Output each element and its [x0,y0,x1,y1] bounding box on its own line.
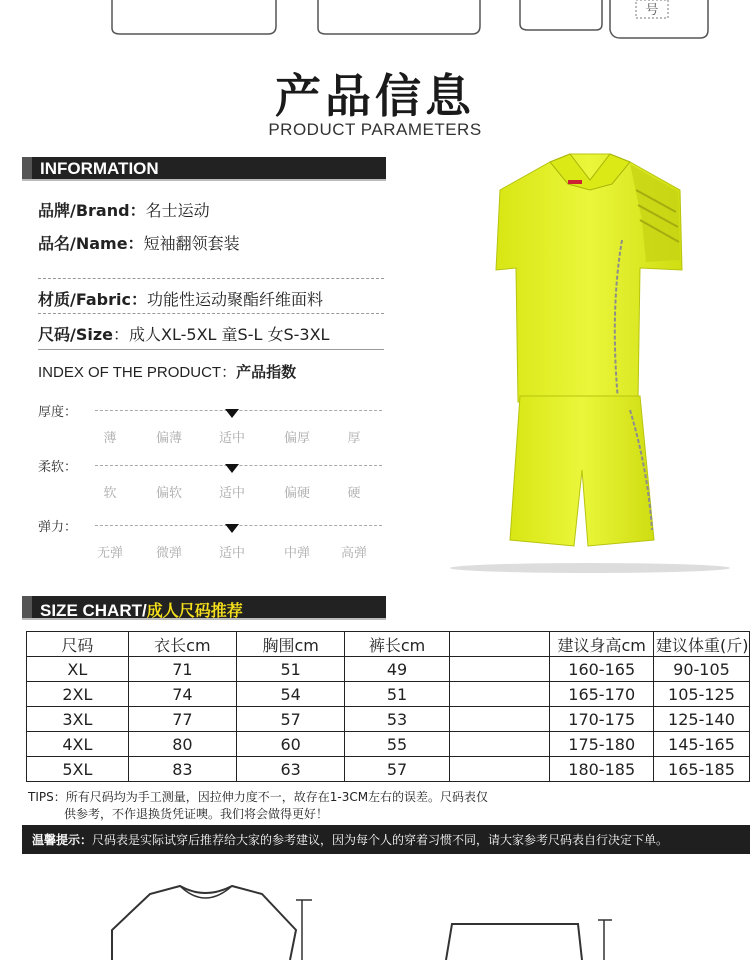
table-cell: 54 [237,682,345,707]
info-row-fabric [38,287,323,310]
table-row [27,732,750,757]
elasticity-marker [225,524,239,533]
table-row [27,757,750,782]
info-row-brand [38,198,210,221]
size-chart-table [26,631,750,782]
index-title [38,361,296,382]
table-cell: XL [27,657,129,682]
size-chart-banner-label [40,598,243,621]
softness-marker [225,464,239,473]
size-badge-glyph: 号 [645,3,659,18]
product-photo-jersey-set [440,150,740,580]
divider [38,278,384,279]
elasticity-option: 微弹 [155,546,182,561]
table-cell: 105-125 [653,682,749,707]
table-cell [449,682,550,707]
table-header: 衣长cm [128,632,236,657]
notice-label: 温馨提示： [32,833,93,847]
elasticity-option: 高弹 [340,546,367,561]
softness-option: 硬 [347,486,361,501]
elasticity-option: 中弹 [283,546,310,561]
measurement-diagrams [0,860,750,960]
table-cell: 2XL [27,682,129,707]
thickness-option: 偏薄 [155,431,182,446]
table-cell: 57 [345,757,449,782]
brand-value: 名士运动 [145,201,210,220]
size-label: 尺码/Size [38,325,114,344]
table-cell: 49 [345,657,449,682]
softness-option: 偏硬 [283,486,310,501]
tips-text [28,789,488,823]
banner-tab-decoration [22,596,32,618]
table-header: 胸围cm [237,632,345,657]
softness-label: 柔软： [38,460,78,475]
table-row [27,707,750,732]
table-cell: 63 [237,757,345,782]
notice-text [32,831,668,848]
table-cell: 51 [237,657,345,682]
table-cell: 53 [345,707,449,732]
table-cell: 57 [237,707,345,732]
name-label: 品名/Name： [38,234,144,253]
thickness-option: 厚 [347,431,361,446]
info-row-name [38,231,240,254]
index-title-cn: 产品指数 [236,363,297,381]
table-cell: 80 [128,732,236,757]
table-cell: 77 [128,707,236,732]
table-cell: 74 [128,682,236,707]
table-cell: 5XL [27,757,129,782]
information-banner [22,157,386,181]
table-cell: 180-185 [550,757,654,782]
page-subtitle: PRODUCT PARAMETERS [268,120,482,139]
divider [38,349,384,350]
name-value: 短袖翻领套装 [143,234,240,253]
table-cell [449,757,550,782]
elasticity-option: 适中 [218,546,245,561]
table-cell: 170-175 [550,707,654,732]
thickness-option: 薄 [103,431,117,446]
table-cell [449,707,550,732]
tips-line-2: 供参考，不作退换货凭证噢。我们将会做得更好！ [64,807,329,821]
page-title: 产品信息 [275,69,475,123]
size-value: ：成人XL-5XL 童S-L 女S-3XL [113,325,330,344]
table-cell [449,732,550,757]
table-cell: 51 [345,682,449,707]
softness-option: 偏软 [155,486,182,501]
elasticity-label: 弹力： [38,520,78,535]
table-cell: 145-165 [653,732,749,757]
table-header-row [27,632,750,657]
table-row [27,682,750,707]
table-header: 裤长cm [345,632,449,657]
info-row-size [38,322,329,345]
fabric-label: 材质/Fabric： [38,290,147,309]
elasticity-option: 无弹 [96,546,123,561]
softness-option: 适中 [218,486,245,501]
banner-tab-decoration [22,157,32,179]
table-cell: 90-105 [653,657,749,682]
tips-line-1: TIPS：所有尺码均为手工测量，因拉伸力度不一，故存在1-3CM左右的误差。尺码表仅 [28,790,489,804]
table-cell: 55 [345,732,449,757]
table-cell: 3XL [27,707,129,732]
table-header [449,632,550,657]
table-cell: 60 [237,732,345,757]
size-chart-banner [22,596,386,620]
table-cell: 165-170 [550,682,654,707]
table-cell: 4XL [27,732,129,757]
table-cell: 71 [128,657,236,682]
table-cell: 125-140 [653,707,749,732]
table-cell [449,657,550,682]
softness-option: 软 [103,486,117,501]
table-cell: 83 [128,757,236,782]
thickness-marker [225,409,239,418]
shirt-outline [112,886,296,960]
table-header: 建议体重(斤) [653,632,749,657]
table-cell: 165-185 [653,757,749,782]
table-header: 建议身高cm [550,632,654,657]
information-banner-label: INFORMATION [40,159,159,178]
notice-body: 尺码表是实际试穿后推荐给大家的参考建议，因为每个人的穿着习惯不同，请大家参考尺码表自行决定下单。 [92,833,669,847]
notice-bar [22,825,750,854]
size-chart-banner-en: SIZE CHART/ [40,601,147,620]
divider [38,313,384,314]
table-cell: 175-180 [550,732,654,757]
thickness-option: 适中 [218,431,245,446]
table-row [27,657,750,682]
top-garment-outlines [0,0,750,50]
table-header: 尺码 [27,632,129,657]
fabric-value: 功能性运动聚酯纤维面料 [146,290,323,309]
brand-label: 品牌/Brand： [38,201,146,220]
shorts-outline [446,924,582,960]
table-cell: 160-165 [550,657,654,682]
thickness-label: 厚度： [38,405,78,420]
size-chart-banner-cn: 成人尺码推荐 [146,601,243,620]
thickness-option: 偏厚 [283,431,310,446]
index-title-en: INDEX OF THE PRODUCT： [38,364,237,381]
